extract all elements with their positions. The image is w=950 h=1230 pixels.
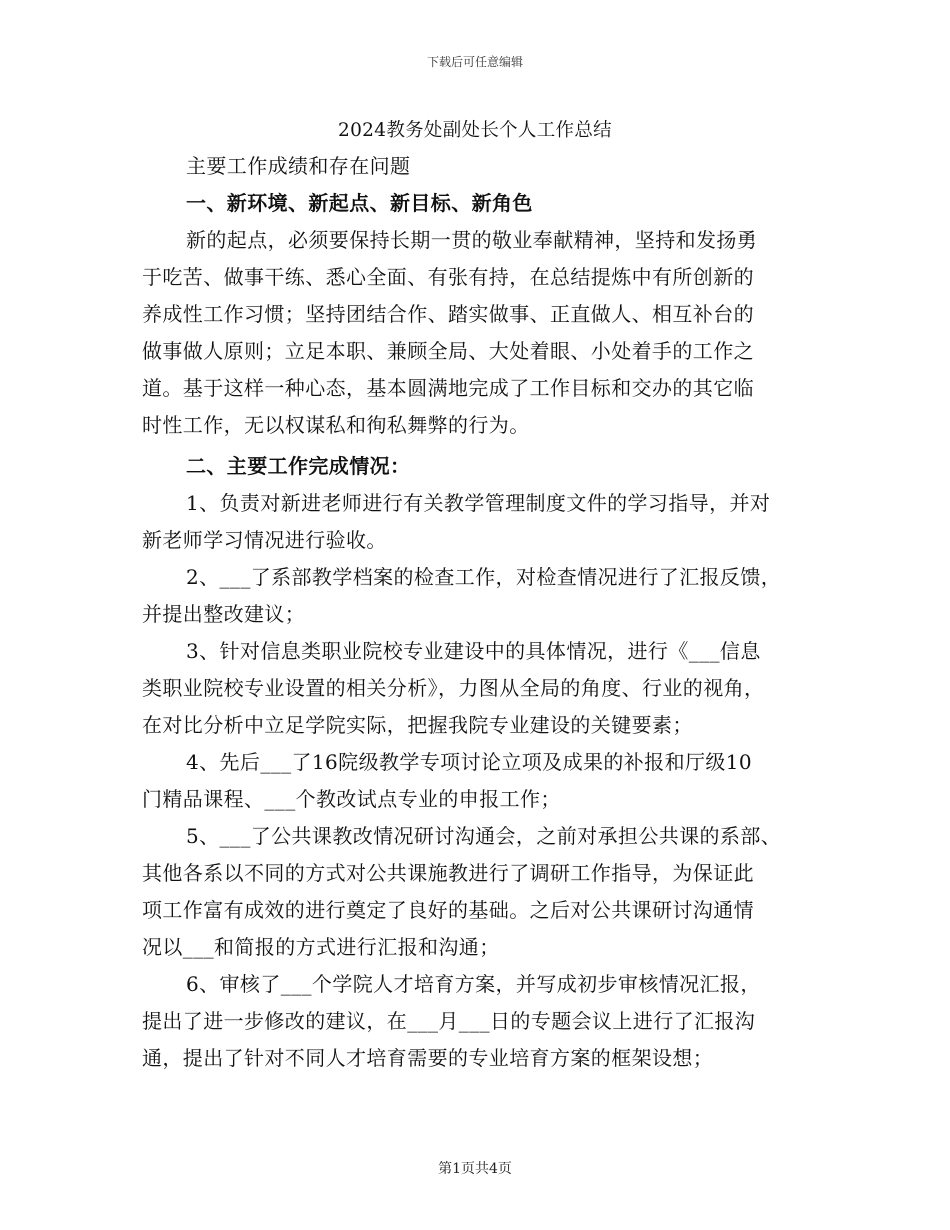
paragraph-line: 2、___了系部教学档案的检查工作，对检查情况进行了汇报反馈，: [186, 565, 782, 589]
paragraph-line: 做事做人原则；立足本职、兼顾全局、大处着眼、小处着手的工作之: [142, 339, 754, 363]
paragraph-line: 况以___和简报的方式进行汇报和沟通；: [142, 935, 500, 959]
paragraph-line: 通，提出了针对不同人才培育需要的专业培育方案的框架设想；: [142, 1046, 714, 1070]
section-intro: 主要工作成绩和存在问题: [186, 154, 411, 178]
list-item-5: [142, 818, 818, 966]
list-item-4: [142, 744, 818, 818]
paragraph-line: 并提出整改建议；: [142, 602, 306, 626]
paragraph-line: 其他各系以不同的方式对公共课施教进行了调研工作指导，为保证此: [142, 861, 754, 885]
paragraph-line: 道。基于这样一种心态，基本圆满地完成了工作目标和交办的其它临: [142, 376, 754, 400]
header-note: 下载后可任意编辑: [426, 55, 523, 69]
paragraph-line: 新老师学习情况进行验收。: [142, 528, 387, 552]
paragraph-line: 养成性工作习惯；坚持团结合作、踏实做事、正直做人、相互补台的: [142, 302, 754, 326]
paragraph-line: 5、___了公共课教改情况研讨沟通会，之前对承担公共课的系部、: [186, 824, 782, 848]
section-heading-2: 二、主要工作完成情况：: [186, 454, 411, 478]
list-item-6: [142, 966, 818, 1077]
list-item-1: [142, 485, 818, 559]
paragraph-line: 项工作富有成效的进行奠定了良好的基础。之后对公共课研讨沟通情: [142, 898, 754, 922]
paragraph-line: 在对比分析中立足学院实际，把握我院专业建设的关键要素；: [142, 713, 693, 737]
paragraph-line: 类职业院校专业设置的相关分析》，力图从全局的角度、行业的视角，: [142, 676, 765, 700]
document-title: 2024教务处副处长个人工作总结: [338, 120, 612, 141]
section-heading-1: 一、新环境、新起点、新目标、新角色: [186, 191, 533, 215]
document-body: [142, 148, 818, 1077]
paragraph-line: 时性工作，无以权谋私和徇私舞弊的行为。: [142, 413, 530, 437]
list-item-3: [142, 633, 818, 744]
paragraph-line: 3、针对信息类职业院校专业建设中的具体情况，进行《___信息: [186, 639, 761, 663]
paragraph-line: 于吃苦、做事干练、悉心全面、有张有持，在总结提炼中有所创新的: [142, 265, 754, 289]
list-item-2: [142, 559, 818, 633]
paragraph-line: 新的起点，必须要保持长期一贯的敬业奉献精神，坚持和发扬勇: [186, 228, 758, 252]
paragraph-line: 4、先后___了16院级教学专项讨论立项及成果的补报和厅级10: [186, 750, 753, 774]
paragraph-line: 门精品课程、___个教改试点专业的申报工作；: [142, 787, 561, 811]
paragraph-1: [142, 222, 818, 444]
page-footer: 第1页共4页: [438, 1161, 512, 1177]
paragraph-line: 1、负责对新进老师进行有关教学管理制度文件的学习指导，并对: [186, 491, 771, 515]
paragraph-line: 提出了进一步修改的建议，在___月___日的专题会议上进行了汇报沟: [142, 1009, 756, 1033]
paragraph-line: 6、审核了___个学院人才培育方案，并写成初步审核情况汇报，: [186, 972, 761, 996]
